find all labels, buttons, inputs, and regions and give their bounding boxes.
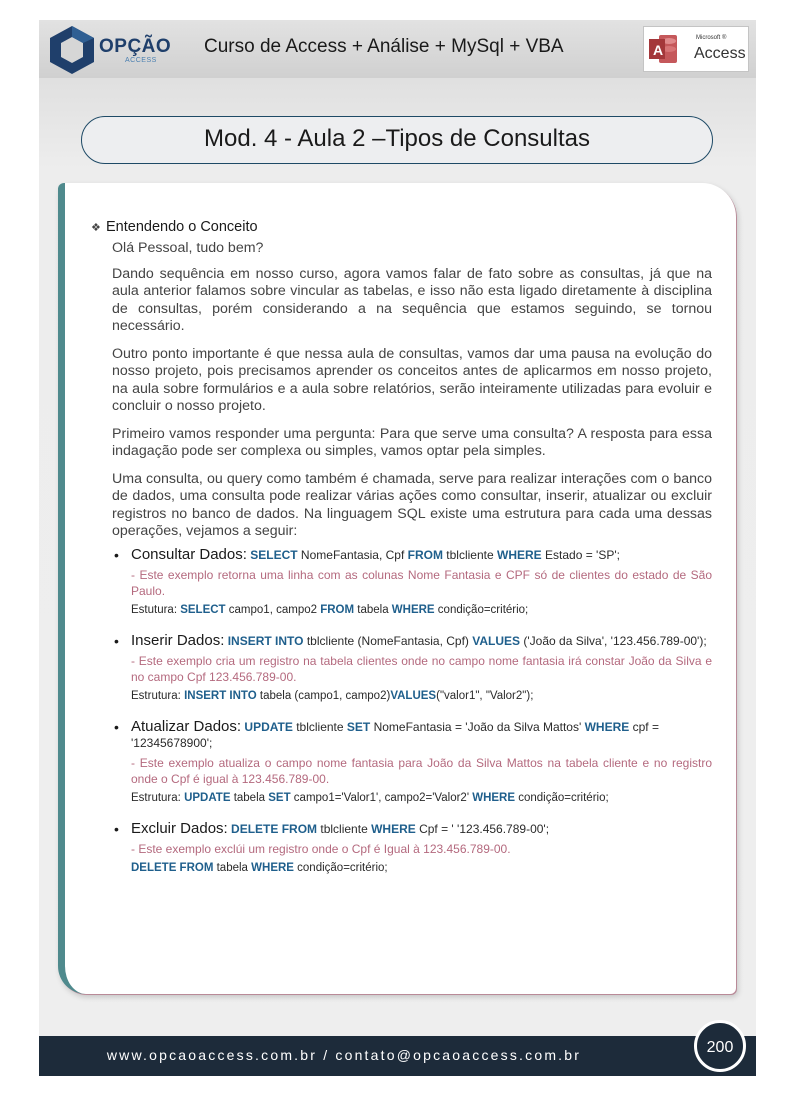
- sql-text: Estado = 'SP';: [541, 547, 620, 562]
- sql-keyword: FROM: [407, 547, 443, 562]
- header-bar: [39, 20, 756, 78]
- access-label: Access: [694, 45, 746, 62]
- greeting: Olá Pessoal, tudo bem?: [112, 240, 264, 256]
- content-card: [58, 183, 736, 994]
- sql-text: tblcliente (NomeFantasia, Cpf): [303, 633, 473, 648]
- course-title: Curso de Access + Análise + MySql + VBA: [204, 36, 564, 57]
- consultar-example: [131, 547, 712, 563]
- footer-contact: www.opcaoaccess.com.br / contato@opcaoaccess.com.br: [106, 1047, 582, 1063]
- hexagon-logo-icon: [47, 24, 97, 76]
- sql-keyword: WHERE: [497, 547, 542, 562]
- excluir-title: Excluir Dados:: [131, 819, 228, 837]
- excluir-example: [131, 821, 712, 837]
- sql-text: tabela: [354, 603, 392, 616]
- access-icon-letter: A: [653, 42, 664, 58]
- sql-keyword: FROM: [320, 603, 355, 616]
- sql-text: cpf = '12345678900';: [131, 719, 659, 750]
- operations-list: [112, 547, 712, 876]
- inserir-title: Inserir Dados:: [131, 631, 225, 649]
- card-content: [91, 219, 712, 891]
- inserir-example: [131, 633, 712, 649]
- list-item-consultar: [112, 547, 712, 618]
- section-heading-text: Entendendo o Conceito: [106, 219, 258, 235]
- sql-text: tabela (campo1, campo2): [256, 689, 391, 702]
- footer-bar: [39, 1036, 756, 1076]
- sql-keyword: WHERE: [584, 719, 630, 734]
- sql-keyword: SET: [346, 719, 371, 734]
- consultar-note: - Este exemplo retorna uma linha com as colunas Nome Fantasia e CPF só de clientes do estado de São Paulo.: [131, 567, 712, 598]
- opcao-access-logo: [47, 24, 187, 76]
- sql-text: Cpf = ' '123.456.789-00';: [415, 821, 550, 836]
- sql-text: NomeFantasia = 'João da Silva Mattos': [370, 719, 585, 734]
- atualizar-structure: [131, 790, 712, 806]
- sql-keyword: WHERE: [251, 861, 294, 874]
- section-body: [112, 240, 712, 876]
- sql-keyword: DELETE FROM: [131, 861, 214, 874]
- excluir-structure: [131, 860, 712, 876]
- paragraph-1: Dando sequência em nosso curso, agora vamos falar de fato sobre as consultas, já que na aula anterior falamos sobre vincular as tabelas, e isso não esta ligado diretamente à disciplina de consultas, porém considerando a na sequência que estamos seguindo, se tornou necessário.: [112, 265, 712, 334]
- section-heading: [91, 219, 712, 235]
- sql-keyword: WHERE: [472, 791, 516, 804]
- sql-keyword: INSERT INTO: [227, 633, 304, 648]
- sql-keyword: SELECT: [250, 547, 298, 562]
- structure-label: Estrutura:: [131, 689, 185, 702]
- logo-subtext: ACCESS: [125, 57, 157, 64]
- sql-keyword: VALUES: [390, 689, 437, 702]
- list-item-inserir: [112, 633, 712, 704]
- ms-access-logo: [643, 26, 749, 72]
- atualizar-title: Atualizar Dados:: [131, 717, 242, 735]
- paragraph-3: Primeiro vamos responder uma pergunta: Para que serve uma consulta? A resposta para essa indagação pode ser complexa ou simples, vamos optar pela simples.: [112, 425, 712, 459]
- sql-keyword: INSERT INTO: [184, 689, 257, 702]
- page-number-badge: 200: [694, 1020, 746, 1072]
- list-item-excluir: [112, 821, 712, 876]
- sql-text: NomeFantasia, Cpf: [297, 547, 408, 562]
- paragraph-4: Uma consulta, ou query como também é chamada, serve para realizar interações com o banco de dados, uma consulta pode realizar várias ações como consultar, inserir, atualizar ou excluir registros no banco de dados. Na linguagem SQL existe uma estrutura para cada uma dessas operações, vejamos a seguir:: [112, 470, 712, 539]
- structure-label: Estutura:: [131, 603, 181, 616]
- sql-text: tblcliente: [292, 719, 347, 734]
- sql-text: tblcliente: [442, 547, 497, 562]
- sql-keyword: SELECT: [180, 603, 226, 616]
- sql-text: condição=critério;: [515, 791, 609, 804]
- atualizar-note: - Este exemplo atualiza o campo nome fantasia para João da Silva Mattos na tabela cliente e no registro onde o Cpf é igual à 123.456.789-00.: [131, 755, 712, 786]
- sql-text: tabela: [230, 791, 269, 804]
- list-item-atualizar: [112, 719, 712, 806]
- sql-keyword: UPDATE: [244, 719, 293, 734]
- logo-text: OPÇÃO: [99, 36, 172, 57]
- sql-keyword: UPDATE: [184, 791, 231, 804]
- excluir-note: - Este exemplo exclúi um registro onde o Cpf é Igual à 123.456.789-00.: [131, 841, 511, 856]
- sql-keyword: VALUES: [472, 633, 521, 648]
- sql-keyword: WHERE: [391, 603, 435, 616]
- structure-label: Estrutura:: [131, 791, 185, 804]
- sql-text: condição=critério;: [293, 861, 388, 874]
- sql-keyword: WHERE: [371, 821, 416, 836]
- sql-text: campo1='Valor1', campo2='Valor2': [290, 791, 473, 804]
- sql-text: tabela: [213, 861, 252, 874]
- consultar-title: Consultar Dados:: [131, 545, 247, 563]
- microsoft-label: Microsoft ®: [696, 35, 727, 41]
- inserir-note: - Este exemplo cria um registro na tabela clientes onde no campo nome fantasia irá constar João da Silva e no campo Cpf 123.456.789-00.: [131, 653, 712, 684]
- sql-text: tblcliente: [317, 821, 372, 836]
- sql-text: ('João da Silva', '123.456.789-00');: [520, 633, 707, 648]
- diamond-bullet-icon: ❖: [91, 222, 101, 234]
- atualizar-example: [131, 719, 712, 751]
- sql-keyword: SET: [268, 791, 291, 804]
- inserir-structure: [131, 688, 712, 704]
- sql-text: campo1, campo2: [225, 603, 321, 616]
- sql-keyword: DELETE FROM: [231, 821, 318, 836]
- paragraph-2: Outro ponto importante é que nessa aula de consultas, vamos dar uma pausa na evolução do nosso projeto, pois precisamos aprender os conceitos antes de aplicarmos em nosso projeto, na aula sobre formulários e a aula sobre relatórios, serão inteiramente utilizadas para evoluir e concluir o nosso projeto.: [112, 345, 712, 414]
- sql-text: ("valor1", "Valor2");: [436, 689, 534, 702]
- module-title: Mod. 4 - Aula 2 –Tipos de Consultas: [81, 116, 713, 164]
- sql-text: condição=critério;: [434, 603, 529, 616]
- consultar-structure: [131, 602, 712, 618]
